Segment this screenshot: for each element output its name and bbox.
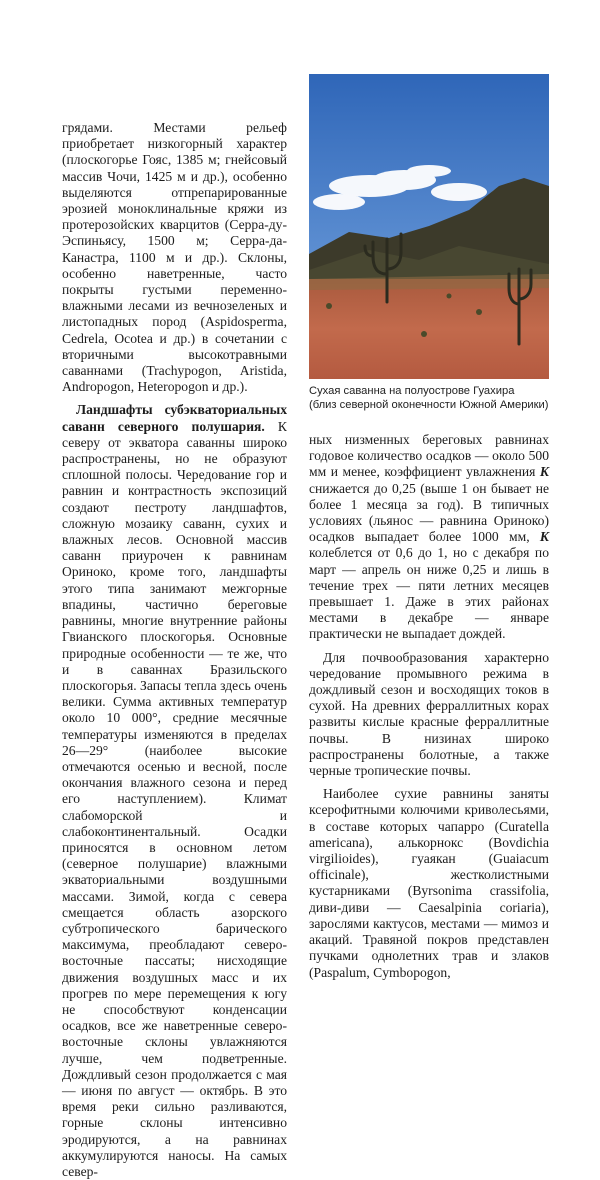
paragraph-text: К северу от экватора саванны широко распространены, но не образуют сплошной полосы. Чередование гор и равнин и контрастность экспозиций создают пестроту ландшафтов, сложную мозаику саванн, сухих и влажных лесов. Основной массив саванн приурочен к равнинам Ориноко, кроме того, ландшафты этого типа занимают межгорные впадины, частично береговые равнины, многие внутренние районы Гвианского плоскогорья. Основные природные особенности — те же, что и в саваннах Бразильского плоскогорья. Запасы тепла здесь очень велики. Сумма активных температур около 10 000°, средние месячные температуры изменяются в пределах 26—29° (наиболее высокие отмечаются осенью и весной, после окончания влажного сезона и перед его наступлением). Климат слабоморской и слабоконтинентальный. Осадки приносятся в основном летом (северное полушарие) влажными экваториальными воздушными массами. Зимой, когда с севера смещается область азорского субтропического барического максимума, преобладают северо-восточные пассаты; нисходящие движения воздушных масс и их прогрев по мере перемещения к югу не способствуют конденсации осадков, все же наветренные северо-восточные склоны увлажняются лучше, чем подветренные. Дождливый сезон продолжается с мая — июня по август — октябрь. В это время реки сильно разливаются, горные склоны интенсивно эродируются, а на равнинах аккумулируются наносы. На самых север- <box>62 418 287 1179</box>
photo-caption <box>309 384 549 412</box>
caption-line: Сухая саванна на полуострове Гуахира <box>309 385 515 397</box>
left-text-column <box>62 120 287 1180</box>
paragraph: Для почвообразования характерно чередование промывного режима в дождливый сезон и восходящих токов в сухой. На древних ферраллитных корах развиты кислые красные ферраллитные почвы. В низинах широко распространены болотные, а также черные тропические почвы. <box>309 649 549 779</box>
paragraph-text: колеблется от 0,6 до 1, но с декабря по март — апрель он ниже 0,25 и лишь в течение трех — пяти летних месяцев превышает 1. Даже в этих районах местами в декабре — январе практически не выпадает дождей. <box>309 545 549 642</box>
paragraph: грядами. Местами рельеф приобретает низкогорный характер (плоскогорье Гояс, 1385 м; гнейсовый массив Чочи, 1425 м и др.), особенно выделяются отпрепарированные эрозией моноклинальные кряжи из протерозойских кварцитов (Серра-ду-Эспиньясу, 1500 м; Серра-да-Канастра, 1100 м и др.). Склоны, особенно наветренные, часто покрыты густыми переменно-влажными лесами из вечнозеленых и листопадных пород (Aspidosperma, Cedrela, Ocotea и др.) в сочетании с вторичными высокотравными саваннами (Trachypogon, Aristida, Andropogon, Heteropogon и др.). <box>62 120 287 395</box>
savanna-photo <box>309 74 549 379</box>
section-heading: Ландшафты субэкваториальных саванн северного полушария. <box>62 402 287 434</box>
caption-line: (близ северной оконечности Южной Америки) <box>309 399 549 411</box>
coefficient-symbol: K <box>539 464 549 480</box>
paragraph-text: снижается до 0,25 (выше 1 он бывает не более 1 месяца за год). В типичных условиях (льянос — равнина Ориноко) осадков выпадает более 1000 мм, <box>309 480 549 545</box>
paragraph <box>62 402 287 1180</box>
coefficient-symbol: K <box>539 529 549 545</box>
paragraph: Наиболее сухие равнины заняты ксерофитными колючими криволесьями, в составе которых чапарро (Curatella americana), алькорнокс (Bovdichia virgilioides), гуаякан (Guaiacum officinale), жестколистными кустарниками (Byrsonima crassifolia, диви-диви — Caesalpinia coriaria), зарослями кактусов, местами — мимоз и акаций. Травяной покров представлен пучками однолетних трав и злаков (Paspalum, Cymbopogon, <box>309 786 549 980</box>
paragraph <box>309 432 549 643</box>
right-text-column <box>309 432 549 981</box>
savanna-photo-image <box>309 74 549 379</box>
paragraph-text: ных низменных береговых равнинах годовое количество осадков — около 500 мм и менее, коэффициент увлажнения <box>309 432 549 480</box>
